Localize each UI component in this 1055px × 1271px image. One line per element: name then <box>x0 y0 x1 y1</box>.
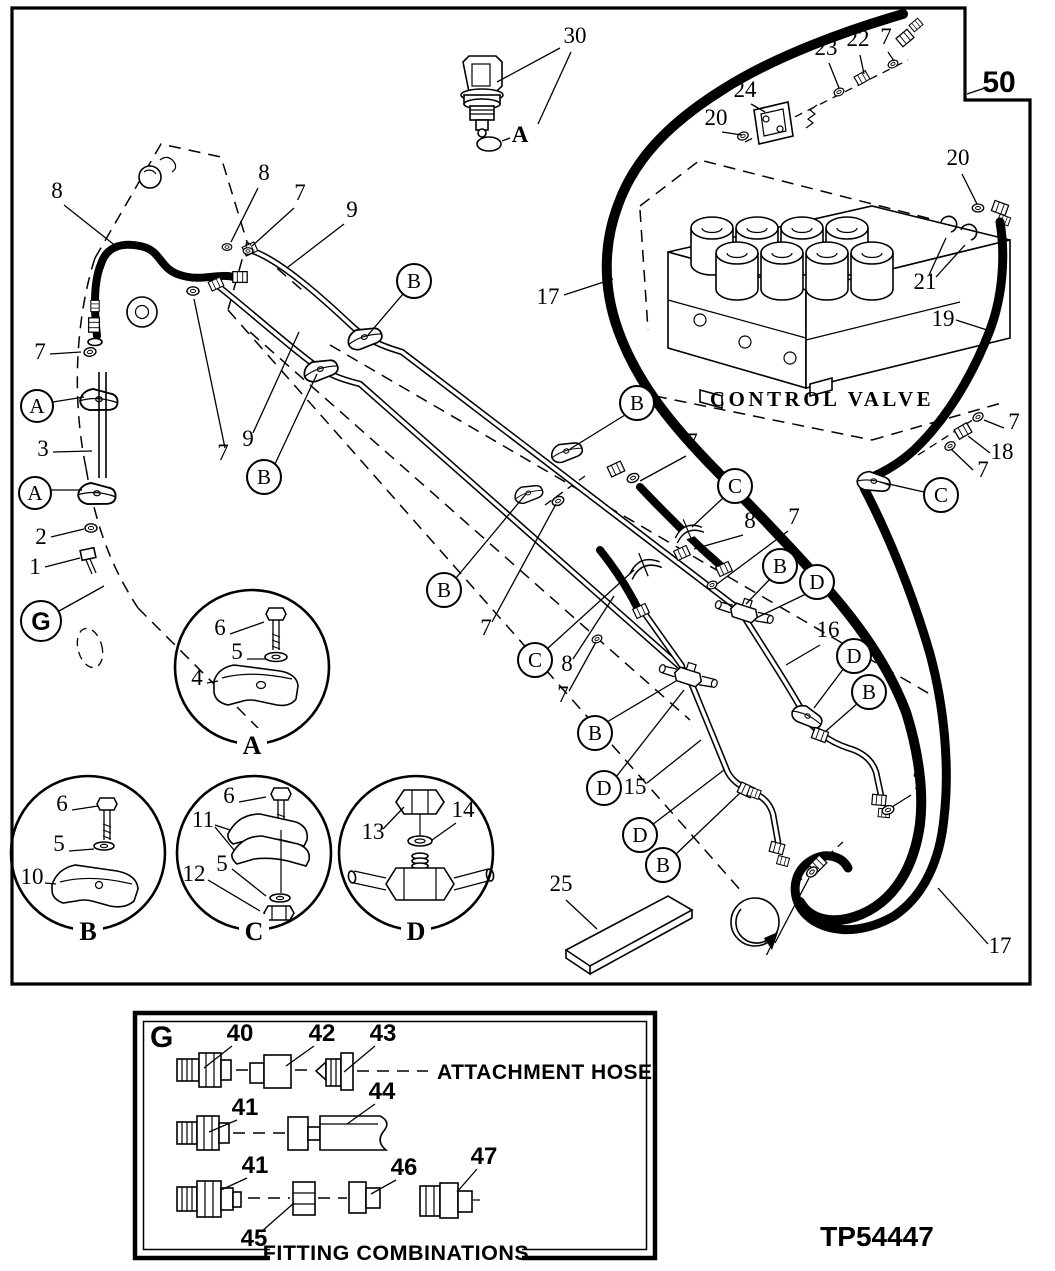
callout-23: 23 <box>814 35 838 60</box>
callout-7: 7 <box>788 504 800 529</box>
marker-B-leader <box>607 681 676 722</box>
fitting-combinations-box-shape <box>288 1117 308 1150</box>
callout-4: 4 <box>191 665 203 690</box>
marker-letter-B: B <box>861 680 877 704</box>
hose-17-main <box>607 14 921 920</box>
pivot-rod-parts-shape <box>91 300 99 311</box>
pivot-rod-parts-shape <box>88 339 102 346</box>
marker-letter-C: C <box>527 648 543 672</box>
callout-7-leader <box>50 352 81 354</box>
detail-circle-B <box>11 776 165 930</box>
fittings-and-clamps-shape <box>233 272 247 283</box>
detail-d-content-shape <box>454 869 488 878</box>
callout-15: 15 <box>623 774 647 799</box>
detail-d-content-shape <box>354 883 386 890</box>
callout-8-leader <box>573 596 614 659</box>
callout-30-leader <box>538 52 571 124</box>
callout-18-leader <box>968 436 990 453</box>
fitting-callout-46-leader <box>371 1180 396 1194</box>
callout-7: 7 <box>34 339 46 364</box>
fitting-callout-46: 46 <box>390 1154 418 1181</box>
fitting-combinations-box-shape <box>250 1063 264 1083</box>
pressure-switch-30-shape <box>470 106 494 120</box>
callout-12: 12 <box>182 861 206 886</box>
callout-7: 7 <box>880 24 892 49</box>
fitting-callout-45: 45 <box>240 1225 268 1252</box>
fitting-combinations-box-shape <box>264 1055 291 1088</box>
valve-spools-shape <box>806 242 848 264</box>
fittings-and-clamps-shape <box>777 855 790 866</box>
marker-letter-A: A <box>27 481 43 505</box>
callout-3-leader <box>53 451 92 452</box>
fittings-and-clamps-shape <box>243 248 253 255</box>
fittings-and-clamps-shape <box>737 131 750 142</box>
pressure-switch-30-shape <box>478 129 486 137</box>
callout-7: 7 <box>912 769 924 794</box>
callout-15-leader <box>647 740 701 783</box>
detail-d-content-shape <box>354 871 386 878</box>
marker-D-leader <box>814 668 844 708</box>
callout-7: 7 <box>763 935 775 960</box>
clamp-a-marker <box>78 482 117 505</box>
detail-d-content-shape <box>386 868 454 900</box>
marker-letter-C: C <box>933 483 949 507</box>
inset-a-label: A <box>511 122 529 147</box>
fitting-callout-47: 47 <box>470 1143 498 1170</box>
detail-b-content-shape <box>52 865 138 907</box>
callout-16: 16 <box>816 617 840 642</box>
callout-50: 50 <box>982 66 1016 99</box>
callout-9: 9 <box>242 426 254 451</box>
fittings-and-clamps-shape <box>222 244 232 251</box>
callout-25: 25 <box>549 871 573 896</box>
detail-letter-C: C <box>244 917 264 946</box>
marker-C-leader <box>692 498 723 527</box>
g-section-label: G <box>150 1021 174 1054</box>
fitting-callout-41: 41 <box>241 1152 269 1179</box>
callout-7: 7 <box>217 440 229 465</box>
boom-arm-structure-shape <box>160 157 176 172</box>
callout-5: 5 <box>231 639 243 664</box>
boom-arm-structure-shape <box>73 626 107 671</box>
fitting-combinations-box-shape <box>458 1191 472 1212</box>
callout-14-leader <box>432 823 456 840</box>
marker-B-leader <box>570 415 625 449</box>
callout-25-leader <box>566 900 597 929</box>
callout-8-leader <box>694 535 743 549</box>
valve-spools-shape <box>851 242 893 264</box>
callout-6-leader <box>230 622 264 634</box>
boom-arm-structure-shape <box>139 166 161 188</box>
clamp-b-marker <box>549 438 584 465</box>
callout-5-leader <box>69 849 94 851</box>
callout-22-leader <box>860 55 864 74</box>
fittings-and-clamps-shape <box>909 18 923 32</box>
callout-6: 6 <box>56 791 68 816</box>
fitting-combinations-box <box>135 1013 655 1265</box>
callout-2: 2 <box>35 524 47 549</box>
doc-number: TP54447 <box>820 1221 934 1252</box>
fitting-combinations-box-shape <box>221 1060 231 1080</box>
detail-c-content-shape <box>270 894 290 902</box>
callout-5: 5 <box>53 831 65 856</box>
fittings-and-clamps-shape <box>85 524 97 532</box>
detail-d-content-shape <box>348 870 357 883</box>
control-valve-shape <box>640 210 648 330</box>
callout-7-leader <box>892 795 911 807</box>
fitting-callout-43: 43 <box>369 1020 397 1047</box>
marker-letter-G: G <box>31 608 51 636</box>
detail-a-content-shape <box>265 653 287 662</box>
marker-B-leader <box>826 703 858 731</box>
callout-30: 30 <box>563 23 587 48</box>
callout-17: 17 <box>988 933 1012 958</box>
callout-14: 14 <box>451 797 475 822</box>
fittings-and-clamps-shape <box>833 87 845 98</box>
fittings-and-clamps-shape <box>551 495 565 508</box>
detail-letter-A: A <box>242 731 262 760</box>
callout-7: 7 <box>1008 409 1020 434</box>
callout-6: 6 <box>214 615 226 640</box>
fittings-and-clamps-shape <box>83 347 96 357</box>
fitting-combinations-box-shape <box>366 1188 380 1208</box>
fitting-combinations-box-shape <box>199 1053 221 1087</box>
clamp-b-marker <box>512 481 544 505</box>
clamp-c-marker <box>624 547 663 582</box>
detail-b-content-shape <box>94 842 114 850</box>
fitting-combinations-box-shape <box>197 1181 221 1217</box>
cover-plate-25 <box>566 896 692 974</box>
valve-spools-shape <box>826 217 868 239</box>
callout-5: 5 <box>216 851 228 876</box>
boom-arm-structure-shape <box>127 297 157 327</box>
callout-24: 24 <box>733 77 757 102</box>
callout-23-leader <box>829 63 839 88</box>
marker-G-leader <box>59 586 104 611</box>
callout-7-leader <box>194 299 225 448</box>
boom-arm-structure-shape <box>250 332 690 720</box>
marker-letter-B: B <box>256 465 272 489</box>
fitting-callout-42: 42 <box>308 1020 336 1047</box>
callout-30-leader <box>497 48 560 82</box>
callout-17: 17 <box>536 284 560 309</box>
fittings-and-clamps-shape <box>769 841 785 854</box>
callout-9: 9 <box>346 197 358 222</box>
callout-7: 7 <box>686 429 698 454</box>
marker-B-leader <box>456 494 526 578</box>
pivot-rod-parts-shape <box>80 548 96 561</box>
pressure-switch-30-shape <box>502 138 510 141</box>
o-ring-a <box>477 137 501 151</box>
valve-spools-shape <box>781 217 823 239</box>
pressure-switch-30 <box>461 56 510 151</box>
callout-7: 7 <box>294 180 306 205</box>
marker-letter-D: D <box>809 570 825 594</box>
callout-8: 8 <box>744 508 756 533</box>
valve-spools <box>691 217 893 300</box>
fitting-callout-41-leader <box>221 1178 247 1190</box>
callout-7: 7 <box>480 615 492 640</box>
fitting-combinations-box-shape <box>177 1059 199 1081</box>
marker-letter-B: B <box>655 853 671 877</box>
marker-letter-D: D <box>846 644 862 668</box>
control-valve-shape <box>754 102 793 144</box>
fitting-combinations-title: FITTING COMBINATIONS <box>262 1241 530 1265</box>
callout-7-leader <box>640 456 686 481</box>
fittings-and-clamps-shape <box>607 461 625 477</box>
marker-B-leader <box>368 294 403 335</box>
fitting-combinations-box-shape <box>233 1192 241 1207</box>
callout-10: 10 <box>20 864 44 889</box>
fitting-callout-47-leader <box>457 1169 477 1192</box>
callout-20: 20 <box>704 105 728 130</box>
callout-1-leader <box>45 558 80 567</box>
control-valve <box>640 60 1011 440</box>
valve-spools-shape <box>691 217 733 239</box>
control-valve-shape <box>854 71 870 86</box>
callout-20: 20 <box>946 145 970 170</box>
callout-1: 1 <box>29 554 41 579</box>
control-valve-shape <box>806 105 817 128</box>
callout-7-leader <box>984 420 1004 428</box>
control-valve-label: CONTROL VALVE <box>709 387 935 411</box>
detail-a-content <box>214 608 298 705</box>
callout-8-leader <box>231 188 258 242</box>
fitting-callout-44: 44 <box>368 1078 396 1105</box>
detail-c-content <box>228 788 309 920</box>
callout-9-leader <box>288 224 344 267</box>
marker-letter-D: D <box>632 823 648 847</box>
marker-letter-D: D <box>596 776 612 800</box>
clamp-b-marker <box>789 702 825 731</box>
valve-spools-shape <box>736 217 778 239</box>
valve-spools-shape <box>716 242 758 264</box>
detail-d-content-shape <box>396 790 444 814</box>
fitting-combinations-box-shape <box>326 1059 341 1086</box>
callout-6-leader <box>72 806 98 810</box>
fitting-callout-41: 41 <box>231 1094 259 1121</box>
fitting-combinations-box-shape <box>197 1116 219 1150</box>
fitting-combinations-box-shape <box>316 1062 326 1080</box>
callout-8: 8 <box>51 178 63 203</box>
fitting-combinations-box-shape <box>308 1127 320 1140</box>
callout-8: 8 <box>258 160 270 185</box>
fitting-combinations-box-shape <box>420 1186 440 1216</box>
fittings-and-clamps-shape <box>943 440 956 452</box>
pivot-rod-parts-shape <box>89 318 100 332</box>
detail-letter-D: D <box>406 917 426 946</box>
callout-2-leader <box>51 529 84 537</box>
fittings-and-clamps-shape <box>187 287 199 295</box>
marker-letter-B: B <box>406 269 422 293</box>
callout-20-leader <box>962 174 977 204</box>
callout-7-leader <box>888 52 894 61</box>
marker-letter-B: B <box>436 578 452 602</box>
callout-7-leader <box>569 642 596 691</box>
marker-C-leader <box>547 570 634 649</box>
callout-16-leader <box>786 645 820 665</box>
boom-arm-structure-shape <box>95 144 247 310</box>
fitting-combinations-box-shape <box>341 1053 353 1090</box>
callout-17-leader <box>938 888 988 944</box>
callout-6: 6 <box>223 783 235 808</box>
fitting-combinations-box-shape <box>221 1188 233 1210</box>
callout-8-leader <box>64 205 117 247</box>
callout-7: 7 <box>557 682 569 707</box>
callout-7-leader <box>951 449 973 470</box>
callout-7-leader <box>492 504 556 622</box>
fitting-callout-40: 40 <box>226 1020 254 1047</box>
detail-b-content-shape <box>97 798 117 840</box>
callout-8: 8 <box>561 651 573 676</box>
fittings-and-clamps-shape <box>872 794 886 805</box>
callout-6-leader <box>239 797 266 802</box>
fitting-combinations-box-shape <box>320 1116 387 1150</box>
fittings-and-clamps-shape <box>971 411 984 423</box>
callout-13: 13 <box>361 819 385 844</box>
fittings-and-clamps-shape <box>811 727 828 742</box>
marker-D-leader <box>616 690 684 777</box>
callout-21: 21 <box>913 269 937 294</box>
control-valve-shape <box>991 200 1008 215</box>
detail-a-content-shape <box>266 608 286 650</box>
marker-letter-C: C <box>727 474 743 498</box>
callout-11: 11 <box>191 807 215 832</box>
fittings-and-clamps-shape <box>896 29 914 47</box>
callout-5-leader <box>232 869 266 896</box>
marker-letter-B: B <box>772 554 788 578</box>
control-valve-shape <box>972 204 983 212</box>
marker-B-leader <box>675 793 740 855</box>
callout-18: 18 <box>990 439 1014 464</box>
fitting-combinations-box-shape <box>293 1182 315 1215</box>
attachment-hose-label: ATTACHMENT HOSE <box>437 1061 653 1084</box>
detail-letter-B: B <box>79 917 97 946</box>
detail-d-content-shape <box>408 836 432 846</box>
oil-lines-shape <box>690 680 778 842</box>
marker-letter-B: B <box>629 391 645 415</box>
marker-D-leader <box>652 770 724 825</box>
valve-spools-shape <box>761 242 803 264</box>
cover-plate-25-shape <box>566 896 692 966</box>
fitting-combinations-box-shape <box>440 1183 458 1218</box>
fittings-and-clamps-shape <box>626 472 640 485</box>
callout-13-leader <box>383 807 404 829</box>
callout-7: 7 <box>977 457 989 482</box>
marker-B-leader <box>746 579 770 604</box>
callout-7-leader <box>252 208 294 246</box>
callout-22: 22 <box>846 26 870 51</box>
fitting-combinations-box-shape <box>349 1182 366 1213</box>
marker-letter-A: A <box>29 394 45 418</box>
callout-19: 19 <box>931 306 955 331</box>
marker-letter-B: B <box>587 721 603 745</box>
callout-3: 3 <box>37 436 49 461</box>
